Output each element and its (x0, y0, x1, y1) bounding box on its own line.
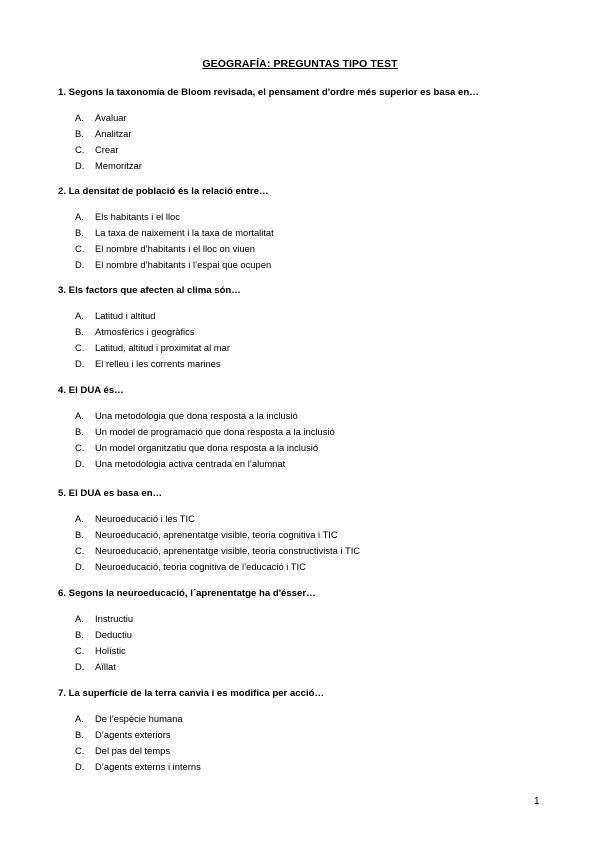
option-letter: C. (75, 442, 85, 453)
option-text: Atmosfèrics i geogràfics (95, 326, 195, 337)
option-letter: D. (75, 761, 85, 772)
page-title: GEOGRAFÍA: PREGUNTAS TIPO TEST (202, 58, 398, 70)
option-b (58, 126, 558, 142)
options-list (58, 110, 558, 174)
option-text: Un model organitzatiu que dona resposta a la inclusió (95, 442, 319, 453)
option-letter: B. (75, 426, 84, 437)
question-3 (58, 284, 558, 372)
option-letter: A. (75, 713, 84, 724)
options-list (58, 711, 558, 775)
option-text: Deductiu (95, 629, 133, 640)
option-letter: C. (75, 745, 85, 756)
question-4 (58, 384, 558, 472)
option-a (58, 711, 558, 727)
option-letter: A. (75, 310, 84, 321)
option-letter: B. (75, 227, 84, 238)
option-c (58, 142, 558, 158)
option-text: Neuroeducació, aprenentatge visible, teoria cognitiva i TIC (95, 529, 338, 540)
option-letter: A. (75, 513, 84, 524)
option-letter: C. (75, 144, 85, 155)
option-b (58, 627, 558, 643)
option-letter: A. (75, 112, 84, 123)
option-text: Memoritzar (95, 160, 142, 171)
option-text: Neuroeducació, teoria cognitiva de l’educació i TIC (95, 561, 306, 572)
option-letter: B. (75, 729, 84, 740)
option-text: Una metodologia que dona resposta a la inclusió (95, 410, 298, 421)
option-d (58, 759, 558, 775)
option-d (58, 559, 558, 575)
option-c (58, 340, 558, 356)
option-text: D’agents exteriors (95, 729, 171, 740)
option-letter: D. (75, 561, 85, 572)
option-a (58, 408, 558, 424)
option-text: Analitzar (95, 128, 132, 139)
option-letter: B. (75, 326, 84, 337)
question-text: 5. El DUA es basa en… (58, 488, 163, 499)
option-d (58, 257, 558, 273)
question-text: 6. Segons la neuroeducació, l´aprenentatge ha d'ésser… (58, 588, 316, 599)
option-letter: D. (75, 358, 85, 369)
option-c (58, 743, 558, 759)
option-a (58, 110, 558, 126)
options-list (58, 209, 558, 273)
option-text: La taxa de naixement i la taxa de mortalitat (95, 227, 274, 238)
question-text: 3. Els factors que afecten al clima són… (58, 285, 241, 296)
question-text: 2. La densitat de població és la relació entre… (58, 186, 269, 197)
options-list (58, 611, 558, 675)
option-d (58, 659, 558, 675)
option-letter: D. (75, 160, 85, 171)
option-d (58, 158, 558, 174)
option-letter: A. (75, 410, 84, 421)
options-list (58, 511, 558, 575)
option-letter: B. (75, 128, 84, 139)
question-1 (58, 86, 558, 174)
option-letter: C. (75, 645, 85, 656)
option-letter: B. (75, 629, 84, 640)
options-list (58, 308, 558, 372)
option-text: Un model de programació que dona resposta a la inclusió (95, 426, 335, 437)
option-text: El relleu i les corrents marines (95, 358, 221, 369)
option-letter: D. (75, 259, 85, 270)
option-c (58, 543, 558, 559)
option-text: Aïllat (95, 661, 116, 672)
option-letter: B. (75, 529, 84, 540)
question-7 (58, 687, 558, 775)
option-text: El nombre d’habitants i l’espai que ocupen (95, 259, 272, 270)
option-b (58, 225, 558, 241)
question-5 (58, 487, 558, 575)
option-a (58, 209, 558, 225)
option-text: D’agents externs i interns (95, 761, 201, 772)
question-6 (58, 587, 558, 675)
option-d (58, 356, 558, 372)
option-a (58, 511, 558, 527)
page-number: 1 (534, 796, 540, 807)
question-text: 7. La superfície de la terra canvia i es modifica per acció… (58, 688, 325, 699)
options-list (58, 408, 558, 472)
option-a (58, 611, 558, 627)
option-letter: C. (75, 243, 85, 254)
option-letter: C. (75, 545, 85, 556)
option-text: Una metodologia activa centrada en l’alumnat (95, 458, 286, 469)
option-a (58, 308, 558, 324)
option-text: Latitud i altitud (95, 310, 156, 321)
option-text: Del pas del temps (95, 745, 171, 756)
option-c (58, 440, 558, 456)
option-letter: D. (75, 458, 85, 469)
option-letter: C. (75, 342, 85, 353)
option-text: Els habitants i el lloc (95, 211, 180, 222)
question-text: 1. Segons la taxonomía de Bloom revisada, el pensament d'ordre més superior es basa en… (58, 87, 479, 98)
option-text: Neuroeducació i les TIC (95, 513, 195, 524)
option-text: Avaluar (95, 112, 127, 123)
option-text: Latitud, altitud i proximitat al mar (95, 342, 230, 353)
option-c (58, 643, 558, 659)
option-text: Instructiu (95, 613, 134, 624)
option-text: Neuroeducació, aprenentatge visible, teoria constructivista i TIC (95, 545, 361, 556)
option-c (58, 241, 558, 257)
option-letter: A. (75, 613, 84, 624)
option-b (58, 424, 558, 440)
question-2 (58, 185, 558, 273)
option-letter: A. (75, 211, 84, 222)
option-b (58, 324, 558, 340)
option-text: Crear (95, 144, 119, 155)
option-text: Holístic (95, 645, 126, 656)
option-b (58, 527, 558, 543)
option-text: De l’espècie humana (95, 713, 183, 724)
option-b (58, 727, 558, 743)
option-text: El nombre d’habitants i el lloc on viuen (95, 243, 255, 254)
option-letter: D. (75, 661, 85, 672)
question-text: 4. El DUA és… (58, 385, 124, 396)
option-d (58, 456, 558, 472)
